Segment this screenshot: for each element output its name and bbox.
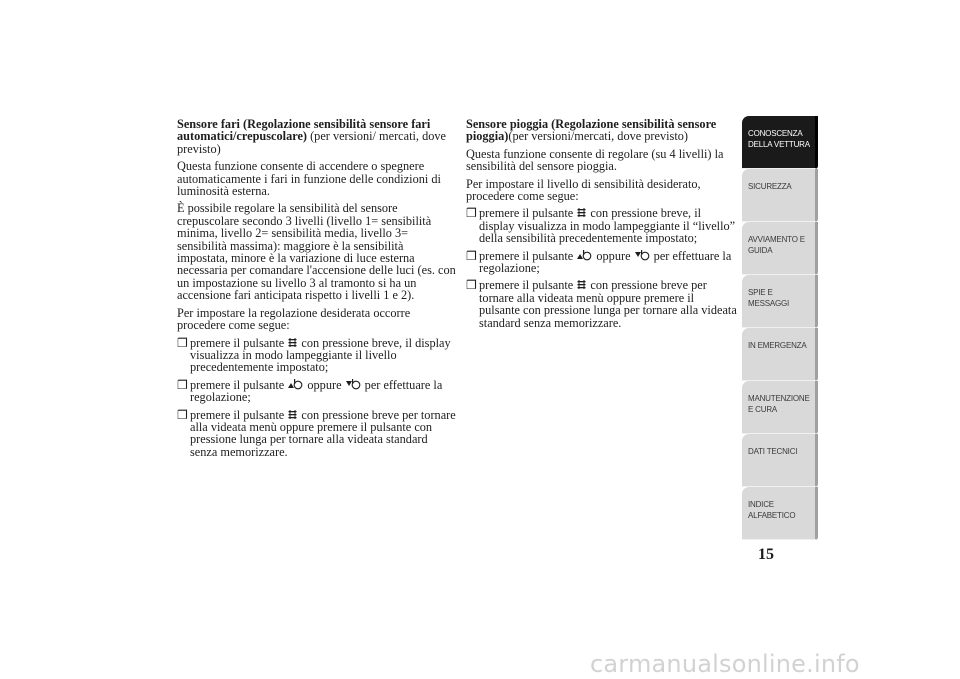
list-text: con pressione breve, il display visualizza in modo lampeggiante il livello precedentemente impostato; xyxy=(190,335,451,375)
list-text: premere il pulsante xyxy=(190,407,288,422)
tab-indice-alfabetico[interactable]: INDICE ALFABETICO xyxy=(742,487,818,540)
list-text: per effettuare la regolazione; xyxy=(479,248,732,276)
bullet-icon: ❒ xyxy=(466,248,477,263)
menu-button-icon xyxy=(288,338,297,348)
tab-avviamento-e-guida[interactable]: AVVIAMENTO E GUIDA xyxy=(742,222,818,275)
list-text: premere il pulsante xyxy=(479,248,577,263)
paragraph: È possibile regolare la sensibilità del sensore crepuscolare secondo 3 livelli (livello 1= sensibilità minima, livello 2= sensibilità media, livello 3= sensibilità massima): maggiore è la sensibilità impostata, minore è la variazione di luce esterna necessaria per comandare l'accensione delle luci (es. con un impostazione su livello 3 al tramonto si ha un accensione fari anticipata rispetto i livelli 1 e 2). xyxy=(177,201,456,303)
list-text: con pressione breve per tornare alla videata menù oppure premere il pulsante con pressione lunga per tornare alla videata standard senza memorizzare. xyxy=(190,407,456,459)
menu-button-icon xyxy=(577,208,586,218)
bullet-icon: ❒ xyxy=(177,407,188,422)
list-text: con pressione breve, il display visualizza in modo lampeggiante il “livello” della sensibilità precedentemente impostato; xyxy=(479,206,736,246)
rain-sensor-heading xyxy=(466,118,738,143)
paragraph: Questa funzione consente di accendere o spegnere automaticamente i fari in funzione delle condizioni di luminosità esterna. xyxy=(177,159,441,199)
left-column xyxy=(177,118,457,463)
rain-sensor-note: (per versioni/mercati, dove previsto) xyxy=(508,129,688,144)
list-text: premere il pulsante xyxy=(479,206,577,221)
tab-in-emergenza[interactable]: IN EMERGENZA xyxy=(742,328,818,381)
list-item xyxy=(466,207,738,244)
bullet-icon: ❒ xyxy=(466,206,477,221)
section-tabs xyxy=(742,116,818,540)
tab-manutenzione-e-cura[interactable]: MANUTENZIONE E CURA xyxy=(742,381,818,434)
menu-button-icon xyxy=(577,280,586,290)
page-number: 15 xyxy=(758,546,774,563)
headlight-sensor-title: Sensore fari (Regolazione sensibilità sensore fari automatici/crepuscolare) xyxy=(177,117,431,144)
tab-spie-e-messaggi[interactable]: SPIE E MESSAGGI xyxy=(742,275,818,328)
headlight-sensor-note: (per versioni/ mercati, dove previsto) xyxy=(177,129,446,156)
list-item xyxy=(177,379,457,404)
bullet-icon: ❒ xyxy=(177,335,188,350)
paragraph: Per impostare il livello di sensibilità desiderato, procedere come segue: xyxy=(466,176,701,204)
paragraph: Per impostare la regolazione desiderata occorre procedere come segue: xyxy=(177,305,411,333)
right-column xyxy=(466,118,738,334)
down-button-icon xyxy=(346,379,361,390)
list-text: oppure xyxy=(593,248,634,263)
tab-conoscenza-della-vettura[interactable]: CONOSCENZA DELLA VETTURA xyxy=(742,116,818,169)
list-item xyxy=(466,279,738,329)
list-text: per effettuare la regolazione; xyxy=(190,377,443,405)
list-text: premere il pulsante xyxy=(190,377,288,392)
down-button-icon xyxy=(635,250,650,261)
list-text: premere il pulsante xyxy=(479,278,577,293)
list-text: con pressione breve per tornare alla videata menù oppure premere il pulsante con pressione lunga per tornare alla videata standard senza memorizzare. xyxy=(479,278,737,330)
bullet-icon: ❒ xyxy=(177,377,188,392)
up-button-icon xyxy=(288,379,303,390)
tab-sicurezza[interactable]: SICUREZZA xyxy=(742,169,818,222)
list-item xyxy=(177,337,457,374)
watermark: carmanualsonline.info xyxy=(590,650,860,678)
headlight-sensor-heading xyxy=(177,118,457,155)
bullet-icon: ❒ xyxy=(466,278,477,293)
up-button-icon xyxy=(577,250,592,261)
list-item xyxy=(177,409,457,459)
menu-button-icon xyxy=(288,410,297,420)
list-item xyxy=(466,250,738,275)
rain-sensor-title: Sensore pioggia (Regolazione sensibilità sensore pioggia) xyxy=(466,117,717,144)
tab-dati-tecnici[interactable]: DATI TECNICI xyxy=(742,434,818,487)
paragraph: Questa funzione consente di regolare (su 4 livelli) la sensibilità del sensore pioggia. xyxy=(466,146,724,174)
list-text: premere il pulsante xyxy=(190,335,288,350)
list-text: oppure xyxy=(304,377,345,392)
